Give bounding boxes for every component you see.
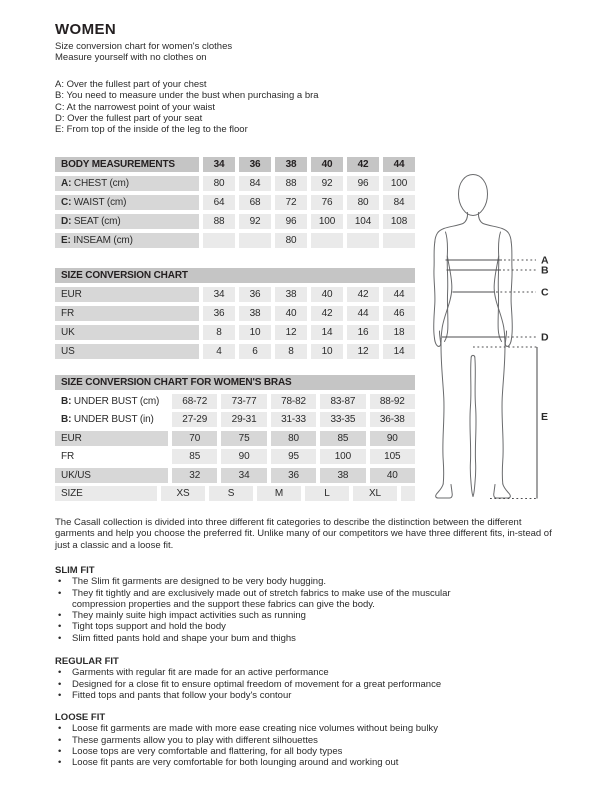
fit-title: SLIM FIT xyxy=(55,565,95,576)
table-cell: 68 xyxy=(239,195,271,210)
table-cell: 100 xyxy=(311,214,343,229)
table-cell: 6 xyxy=(239,344,271,359)
size-cell: XL xyxy=(353,486,397,501)
table-cell: 90 xyxy=(370,431,415,446)
row-label: B: UNDER BUST (cm) xyxy=(61,395,160,407)
fit-section-loose xyxy=(55,712,500,768)
table-cell: 18 xyxy=(383,325,415,340)
table-cell: 33-35 xyxy=(320,412,365,427)
size-cell: L xyxy=(305,486,349,501)
fit-section-regular xyxy=(55,656,500,701)
table-cell: 78-82 xyxy=(271,394,316,409)
row-label: US xyxy=(55,344,199,359)
table-cell: 85 xyxy=(320,431,365,446)
table-row xyxy=(55,344,415,359)
table-cell: 36 xyxy=(203,306,235,321)
table-cell: 8 xyxy=(275,344,307,359)
table-cell: 32 xyxy=(172,468,217,483)
fit-section-slim xyxy=(55,565,500,644)
table-cell: 80 xyxy=(347,195,379,210)
bras-conversion-table xyxy=(55,375,415,505)
table-cell: 29-31 xyxy=(221,412,266,427)
size-row xyxy=(55,486,415,501)
header-size-cell: 36 xyxy=(239,157,271,172)
table-row xyxy=(55,233,415,248)
table-cell: 80 xyxy=(203,176,235,191)
bullet-item: • Loose fit pants are very comfortable for both lounging around and working out xyxy=(55,757,500,768)
subtitle-line: Measure yourself with no clothes on xyxy=(55,52,207,64)
table-cell: 42 xyxy=(311,306,343,321)
guide-line: C: At the narrowest point of your waist xyxy=(55,101,215,113)
row-label: D: SEAT (cm) xyxy=(55,214,199,229)
table-cell: 12 xyxy=(347,344,379,359)
table-cell: 38 xyxy=(320,468,365,483)
table-row xyxy=(55,394,415,409)
table-cell: 27-29 xyxy=(172,412,217,427)
table-cell: 73-77 xyxy=(221,394,266,409)
table-cell: 14 xyxy=(383,344,415,359)
table-cell: 16 xyxy=(347,325,379,340)
table-cell: 44 xyxy=(347,306,379,321)
figure-label-e: E xyxy=(541,411,549,423)
header-size-cell: 42 xyxy=(347,157,379,172)
table-cell: 31-33 xyxy=(271,412,316,427)
table-row xyxy=(55,412,415,427)
size-cell: XS xyxy=(161,486,205,501)
table-cell: 92 xyxy=(311,176,343,191)
fit-title: LOOSE FIT xyxy=(55,712,106,723)
table-row xyxy=(55,306,415,321)
table-cell: 38 xyxy=(239,306,271,321)
bullet-item: • They fit tightly and are exclusively made out of stretch fabrics to make use of the muscular compression properties and the support these fabrics can give the body. xyxy=(55,588,500,611)
body-measurements-table xyxy=(55,157,415,252)
figure-label-c: C xyxy=(541,286,549,299)
table-row xyxy=(55,287,415,302)
row-label: SIZE xyxy=(55,486,157,501)
table-cell: 90 xyxy=(221,449,266,464)
table-cell: 76 xyxy=(311,195,343,210)
table-row xyxy=(55,431,415,446)
figure-label-b: B xyxy=(541,264,549,277)
bullet-item: • Garments with regular fit are made for an active performance xyxy=(55,667,500,678)
table-cell xyxy=(383,233,415,248)
header-size-cell: 38 xyxy=(275,157,307,172)
table-cell: 42 xyxy=(347,287,379,302)
row-label: A: CHEST (cm) xyxy=(55,176,199,191)
table-cell: 72 xyxy=(275,195,307,210)
intro-paragraph: The Casall collection is divided into three different fit categories to describe the distinction between the different garments and help you choose the preferred fit. Unlike many of our competitors we have three different fits, in-stead of just a classic and a loose fit. xyxy=(55,517,552,551)
bullet-item: • Fitted tops and pants that follow your body's contour xyxy=(55,690,500,701)
size-cell: M xyxy=(257,486,301,501)
table-cell: 44 xyxy=(383,287,415,302)
guide-line: B: You need to measure under the bust when purchasing a bra xyxy=(55,90,319,102)
table-cell: 75 xyxy=(221,431,266,446)
bullet-item: • These garments allow you to play with different silhouettes xyxy=(55,735,500,746)
table-cell: 80 xyxy=(271,431,316,446)
guide-line: E: From top of the inside of the leg to the floor xyxy=(55,124,248,136)
figure-label-d: D xyxy=(541,331,549,344)
table-cell: 100 xyxy=(383,176,415,191)
row-label: EUR xyxy=(55,431,168,446)
table-cell: 92 xyxy=(239,214,271,229)
table-cell: 70 xyxy=(172,431,217,446)
bullet-item: • Loose tops are very comfortable and flattering, for all body types xyxy=(55,746,500,757)
table-cell: 88 xyxy=(275,176,307,191)
table-cell: 80 xyxy=(275,233,307,248)
table-row xyxy=(55,468,415,483)
subtitle-line: Size conversion chart for women's clothes xyxy=(55,41,233,52)
table-cell: 100 xyxy=(320,449,365,464)
table-cell xyxy=(311,233,343,248)
table-cell: 68-72 xyxy=(172,394,217,409)
table-cell: 46 xyxy=(383,306,415,321)
body-figure-diagram xyxy=(428,166,558,512)
table-cell: 88-92 xyxy=(370,394,415,409)
table-cell: 8 xyxy=(203,325,235,340)
table-header: SIZE CONVERSION CHART xyxy=(55,268,415,283)
table-cell: 34 xyxy=(203,287,235,302)
size-conversion-table xyxy=(55,268,415,363)
table-cell: 88 xyxy=(203,214,235,229)
page-title: WOMEN xyxy=(55,21,117,38)
bullet-item: • Slim fitted pants hold and shape your bum and thighs xyxy=(55,633,500,644)
table-cell: 108 xyxy=(383,214,415,229)
table-cell: 10 xyxy=(239,325,271,340)
row-label: B: UNDER BUST (in) xyxy=(61,414,154,425)
table-row xyxy=(55,214,415,229)
page-subtitles xyxy=(55,41,232,64)
header-size-cell: 40 xyxy=(311,157,343,172)
table-cell: 40 xyxy=(275,306,307,321)
guide-line: A: Over the fullest part of your chest xyxy=(55,79,207,90)
bullet-item: • Designed for a close fit to ensure optimal freedom of movement for a great performance xyxy=(55,679,500,690)
table-cell: 104 xyxy=(347,214,379,229)
table-cell: 10 xyxy=(311,344,343,359)
table-cell: 34 xyxy=(221,468,266,483)
table-cell: 36 xyxy=(271,468,316,483)
table-cell: 36-38 xyxy=(370,412,415,427)
size-cell-empty xyxy=(401,486,415,501)
row-label: EUR xyxy=(55,287,199,302)
table-cell xyxy=(239,233,271,248)
table-cell: 64 xyxy=(203,195,235,210)
row-label: UK xyxy=(55,325,199,340)
measurement-guide xyxy=(55,79,319,135)
bullet-item: • They mainly suite high impact activities such as running xyxy=(55,610,500,621)
table-row xyxy=(55,325,415,340)
row-label: E: INSEAM (cm) xyxy=(55,233,199,248)
table-cell: 4 xyxy=(203,344,235,359)
body-silhouette xyxy=(434,175,513,499)
table-header-row xyxy=(55,157,415,172)
table-row xyxy=(55,449,415,464)
table-cell: 84 xyxy=(383,195,415,210)
row-label: C: WAIST (cm) xyxy=(55,195,199,210)
table-cell: 36 xyxy=(239,287,271,302)
table-cell xyxy=(347,233,379,248)
bullet-item: • Loose fit garments are made with more ease creating nice volumes without being bulky xyxy=(55,723,500,734)
table-cell xyxy=(203,233,235,248)
table-header: SIZE CONVERSION CHART FOR WOMEN'S BRAS xyxy=(55,375,415,390)
header-cell: BODY MEASUREMENTS xyxy=(55,157,199,172)
header-size-cell: 34 xyxy=(203,157,235,172)
table-row xyxy=(55,195,415,210)
table-cell: 40 xyxy=(311,287,343,302)
table-cell: 96 xyxy=(347,176,379,191)
bullet-item: • Tight tops support and hold the body xyxy=(55,621,500,632)
table-cell: 95 xyxy=(271,449,316,464)
header-size-cell: 44 xyxy=(383,157,415,172)
measurement-lines xyxy=(442,260,537,499)
table-cell: 12 xyxy=(275,325,307,340)
table-cell: 38 xyxy=(275,287,307,302)
guide-line: D: Over the fullest part of your seat xyxy=(55,112,203,124)
table-cell: 83-87 xyxy=(320,394,365,409)
table-row xyxy=(55,176,415,191)
fit-title: REGULAR FIT xyxy=(55,656,119,667)
table-cell: 105 xyxy=(370,449,415,464)
table-cell: 14 xyxy=(311,325,343,340)
table-cell: 40 xyxy=(370,468,415,483)
row-label: FR xyxy=(55,306,199,321)
row-label: UK/US xyxy=(55,468,168,483)
row-label: FR xyxy=(61,451,75,462)
bullet-item: • The Slim fit garments are designed to be very body hugging. xyxy=(55,576,500,587)
size-cell: S xyxy=(209,486,253,501)
table-cell: 85 xyxy=(172,449,217,464)
table-cell: 96 xyxy=(275,214,307,229)
table-cell: 84 xyxy=(239,176,271,191)
figure-label-a: A xyxy=(541,254,549,267)
